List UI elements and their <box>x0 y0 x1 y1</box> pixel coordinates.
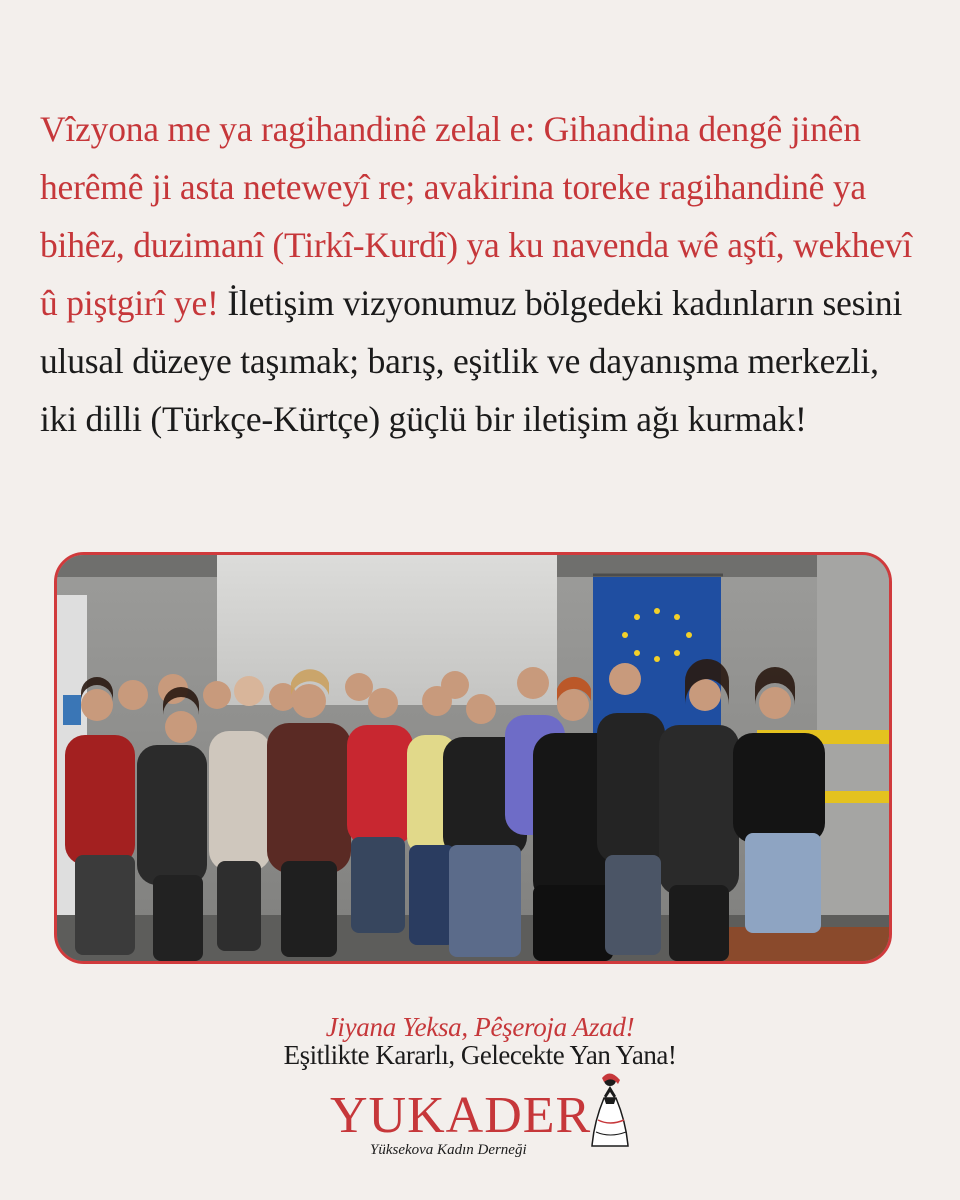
slogan-turkish: Eşitlikte Kararlı, Gelecekte Yan Yana! <box>283 1040 677 1070</box>
logo-subtitle: Yüksekova Kadın Derneği <box>370 1142 527 1158</box>
woman-figure-icon <box>588 1070 634 1150</box>
yukader-logo <box>330 1062 640 1162</box>
logo-wordmark: YUKADER <box>330 1087 592 1144</box>
intro-paragraph <box>40 100 920 448</box>
group-photo-illustration <box>57 555 889 961</box>
group-photo <box>54 552 892 964</box>
intro-turkish-text: İletişim vizyonumuz bölgedeki kadınların sesini ulusal düzeye taşımak; barış, eşitlik ve dayanışma merkezli, iki dilli (Türkçe-Kürtçe) güçlü bir iletişim ağı kurmak! <box>40 283 903 439</box>
intro-kurdish-text: Vîzyona me ya ragihandinê zelal e: Gihandina dengê jinên herêmê ji asta neteweyî re; avakirina toreke ragihandinê ya bihêz, duzimanî (Tirkî-Kurdî) ya ku navenda wê aştî, wekhevî û piştgirî ye! <box>40 109 912 323</box>
slogan-kurdish: Jiyana Yeksa, Pêşeroja Azad! <box>325 1012 635 1042</box>
